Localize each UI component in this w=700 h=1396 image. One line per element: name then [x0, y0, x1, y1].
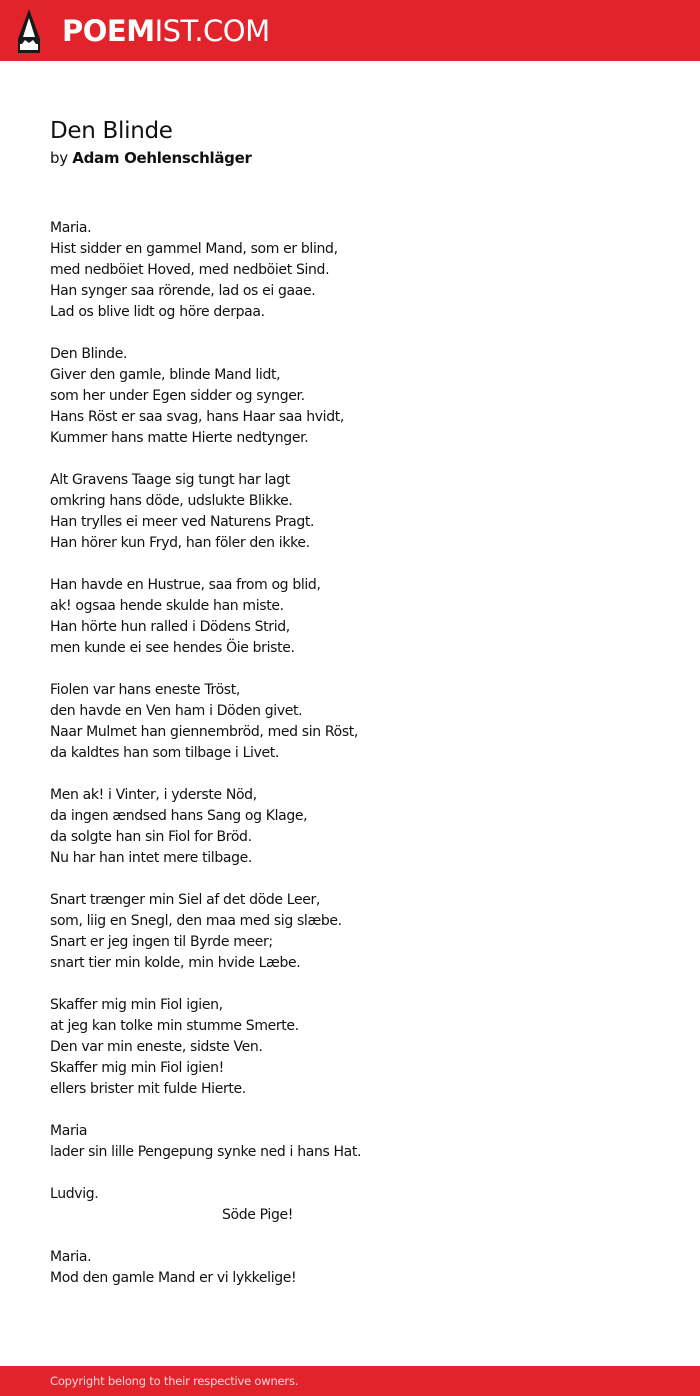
poem-line: den havde en Ven ham i Döden givet.	[50, 703, 303, 719]
poem-line: Den var min eneste, sidste Ven.	[50, 1039, 263, 1055]
poem-line: Skaffer mig min Fiol igien,	[50, 997, 223, 1013]
poem-line: Han hörte hun ralled i Dödens Strid,	[50, 619, 290, 635]
poem-line: Han havde en Hustrue, saa from og blid,	[50, 577, 321, 593]
poem-stanza	[50, 1184, 650, 1226]
poem-line: som her under Egen sidder og synger.	[50, 388, 305, 404]
poem-line: ellers brister mit fulde Hierte.	[50, 1081, 246, 1097]
poem-line: Ludvig.	[50, 1186, 99, 1202]
poem-line: da solgte han sin Fiol for Bröd.	[50, 829, 252, 845]
poem-stanza	[50, 470, 650, 554]
poem-line: Giver den gamle, blinde Mand lidt,	[50, 367, 281, 383]
poem-line: Kummer hans matte Hierte nedtynger.	[50, 430, 309, 446]
poem-line: Den Blinde.	[50, 346, 128, 362]
byline-label: by	[50, 149, 68, 167]
poem-stanza	[50, 785, 650, 869]
poem-line: omkring hans döde, udslukte Blikke.	[50, 493, 293, 509]
poem-line: snart tier min kolde, min hvide Læbe.	[50, 955, 301, 971]
poem-line: da kaldtes han som tilbage i Livet.	[50, 745, 280, 761]
poem-stanza	[50, 344, 650, 449]
poem-line: med nedböiet Hoved, med nedböiet Sind.	[50, 262, 330, 278]
poem-line: Fiolen var hans eneste Tröst,	[50, 682, 240, 698]
poem-line: Snart er jeg ingen til Byrde meer;	[50, 934, 273, 950]
poem-stanza	[50, 1247, 650, 1289]
pen-nib-icon	[16, 9, 42, 53]
poem-byline	[50, 147, 650, 169]
poem-line: Skaffer mig min Fiol igien!	[50, 1060, 224, 1076]
poem-line: Men ak! i Vinter, i yderste Nöd,	[50, 787, 257, 803]
poem-line: Lad os blive lidt og höre derpaa.	[50, 304, 265, 320]
poem-line: Alt Gravens Taage sig tungt har lagt	[50, 472, 290, 488]
poem-line: Han trylles ei meer ved Naturens Pragt.	[50, 514, 315, 530]
logo-bold-text: POEM	[62, 13, 155, 48]
poem-line: men kunde ei see hendes Öie briste.	[50, 640, 295, 656]
poem-line: at jeg kan tolke min stumme Smerte.	[50, 1018, 299, 1034]
poem-line: Mod den gamle Mand er vi lykkelige!	[50, 1270, 297, 1286]
poem-stanza	[50, 1121, 650, 1163]
poem-line: Hans Röst er saa svag, hans Haar saa hvidt,	[50, 409, 344, 425]
copyright-notice: Copyright belong to their respective owners.	[50, 1374, 299, 1388]
poem-line: Hist sidder en gammel Mand, som er blind,	[50, 241, 338, 257]
poem-line: ak! ogsaa hende skulde han miste.	[50, 598, 284, 614]
poem-line: Naar Mulmet han giennembröd, med sin Röst,	[50, 724, 359, 740]
poem-line: Maria.	[50, 220, 92, 236]
site-footer	[0, 1366, 700, 1396]
logo-light-text: IST.COM	[154, 13, 270, 48]
poem-line: Han synger saa rörende, lad os ei gaae.	[50, 283, 316, 299]
site-logo-link[interactable]	[16, 8, 270, 54]
poem-stanza	[50, 218, 650, 323]
poem-line: Nu har han intet mere tilbage.	[50, 850, 252, 866]
poem-stanza	[50, 995, 650, 1100]
poem-body	[50, 218, 650, 1310]
poem-line: Maria	[50, 1123, 88, 1139]
poem-line: lader sin lille Pengepung synke ned i hans Hat.	[50, 1144, 362, 1160]
site-header	[0, 0, 700, 61]
poem-heading	[50, 116, 650, 169]
poem-stanza	[50, 890, 650, 974]
poem-line: da ingen ændsed hans Sang og Klage,	[50, 808, 308, 824]
poem-line: Snart trænger min Siel af det döde Leer,	[50, 892, 320, 908]
poem-line: Han hörer kun Fryd, han föler den ikke.	[50, 535, 310, 551]
poem-title: Den Blinde	[50, 118, 173, 144]
poem-line: Söde Pige!	[222, 1207, 294, 1223]
poem-author: Adam Oehlenschläger	[72, 149, 252, 167]
poem-stanza	[50, 575, 650, 659]
site-logo-text	[62, 13, 270, 48]
poem-line: som, liig en Snegl, den maa med sig slæbe.	[50, 913, 342, 929]
poem-stanza	[50, 680, 650, 764]
poem-line: Maria.	[50, 1249, 92, 1265]
